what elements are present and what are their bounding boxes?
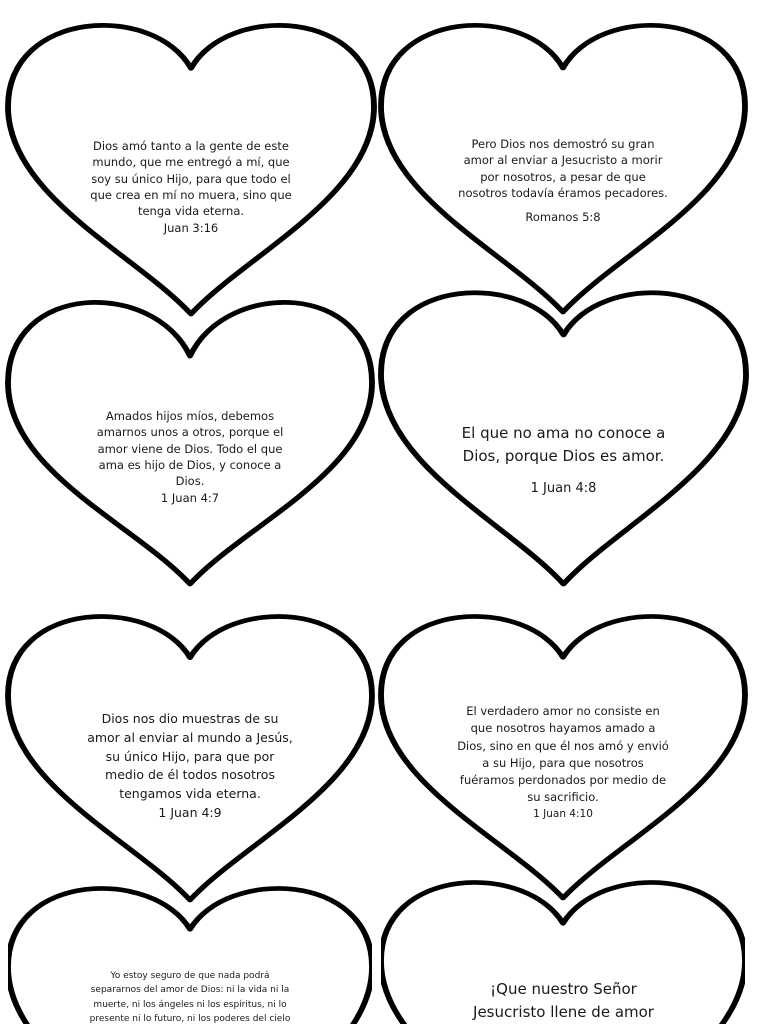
verse-line: muerte, ni los ángeles ni los espíritus, ni lo — [93, 999, 287, 1010]
heart-card-5 — [8, 608, 372, 900]
verse-line: tengamos vida eterna. — [119, 786, 261, 801]
verse-reference: Juan 3:16 — [163, 220, 219, 235]
verse-line: separarnos del amor de Dios: ni la vida ni la — [90, 985, 290, 996]
verse-line: Dios amó tanto a la gente de este — [93, 139, 289, 153]
verse-line: a su Hijo, para que nosotros — [482, 755, 644, 770]
verse-line: Pero Dios nos demostró su gran — [471, 137, 655, 151]
verse-text — [423, 136, 703, 226]
heart-card-4 — [381, 284, 746, 584]
verse-line: tenga vida eterna. — [137, 204, 245, 219]
verse-line: El que no ama no conoce a — [461, 424, 666, 442]
verse-line: fuéramos perdonados por medio de — [459, 773, 667, 787]
verse-line: nosotros todavía éramos pecadores. — [458, 185, 668, 200]
verse-line: por nosotros, a pesar de que — [480, 169, 646, 184]
verse-text — [50, 969, 330, 1024]
verse-line: Dios. — [175, 474, 205, 489]
heart-card-3 — [8, 288, 372, 584]
verse-reference: 1 Juan 4:10 — [533, 807, 593, 820]
verse-reference: 1 Juan 4:7 — [160, 490, 220, 505]
verse-line: amor al enviar al mundo a Jesús, — [87, 729, 293, 745]
heart-card-8 — [381, 874, 745, 1024]
verse-line: ¡Que nuestro Señor — [490, 980, 637, 998]
verse-line: Dios, porque Dios es amor. — [462, 447, 665, 466]
verse-text — [51, 138, 331, 236]
verse-line: su sacrificio. — [527, 790, 599, 805]
verse-line: Yo estoy seguro de que nada podrá — [110, 971, 270, 981]
verse-text — [423, 978, 704, 1024]
verse-reference: 1 Juan 4:8 — [530, 480, 597, 496]
verse-line: que nosotros hayamos amado a — [470, 721, 656, 736]
verse-line: Dios nos dio muestras de su — [101, 711, 279, 726]
heart-card-1 — [8, 18, 374, 314]
heart-card-2 — [381, 18, 745, 312]
heart-card-6 — [381, 608, 745, 898]
verse-line: medio de él todos nosotros — [105, 767, 275, 783]
verse-line: El verdadero amor no consiste en — [466, 704, 660, 718]
verse-text — [50, 408, 330, 506]
verse-line: amor al enviar a Jesucristo a morir — [463, 153, 663, 168]
verse-line: amarnos unos a otros, porque el — [96, 425, 284, 440]
verse-line: Jesucristo llene de amor — [473, 1003, 654, 1022]
verse-line: ama es hijo de Dios, y conoce a — [98, 457, 282, 472]
verse-line: mundo, que me entregó a mí, que — [92, 155, 290, 170]
verse-reference: Romanos 5:8 — [525, 210, 601, 225]
verse-text — [423, 422, 704, 499]
verse-text — [423, 703, 703, 822]
verse-line: que crea en mí no muera, sino que — [90, 187, 292, 202]
verse-line: Amados hijos míos, debemos — [105, 409, 275, 423]
verse-line: amor viene de Dios. Todo el que — [97, 441, 283, 456]
verse-reference: 1 Juan 4:9 — [158, 804, 222, 820]
verse-text — [50, 710, 330, 823]
verse-line: Dios, sino en que él nos amó y envió — [457, 738, 669, 753]
verse-line: presente ni lo futuro, ni los poderes del cielo — [89, 1014, 291, 1024]
verse-line: su único Hijo, para que por — [105, 748, 275, 764]
verse-line: soy su único Hijo, para que todo el — [91, 171, 291, 186]
heart-card-7 — [8, 880, 372, 1024]
